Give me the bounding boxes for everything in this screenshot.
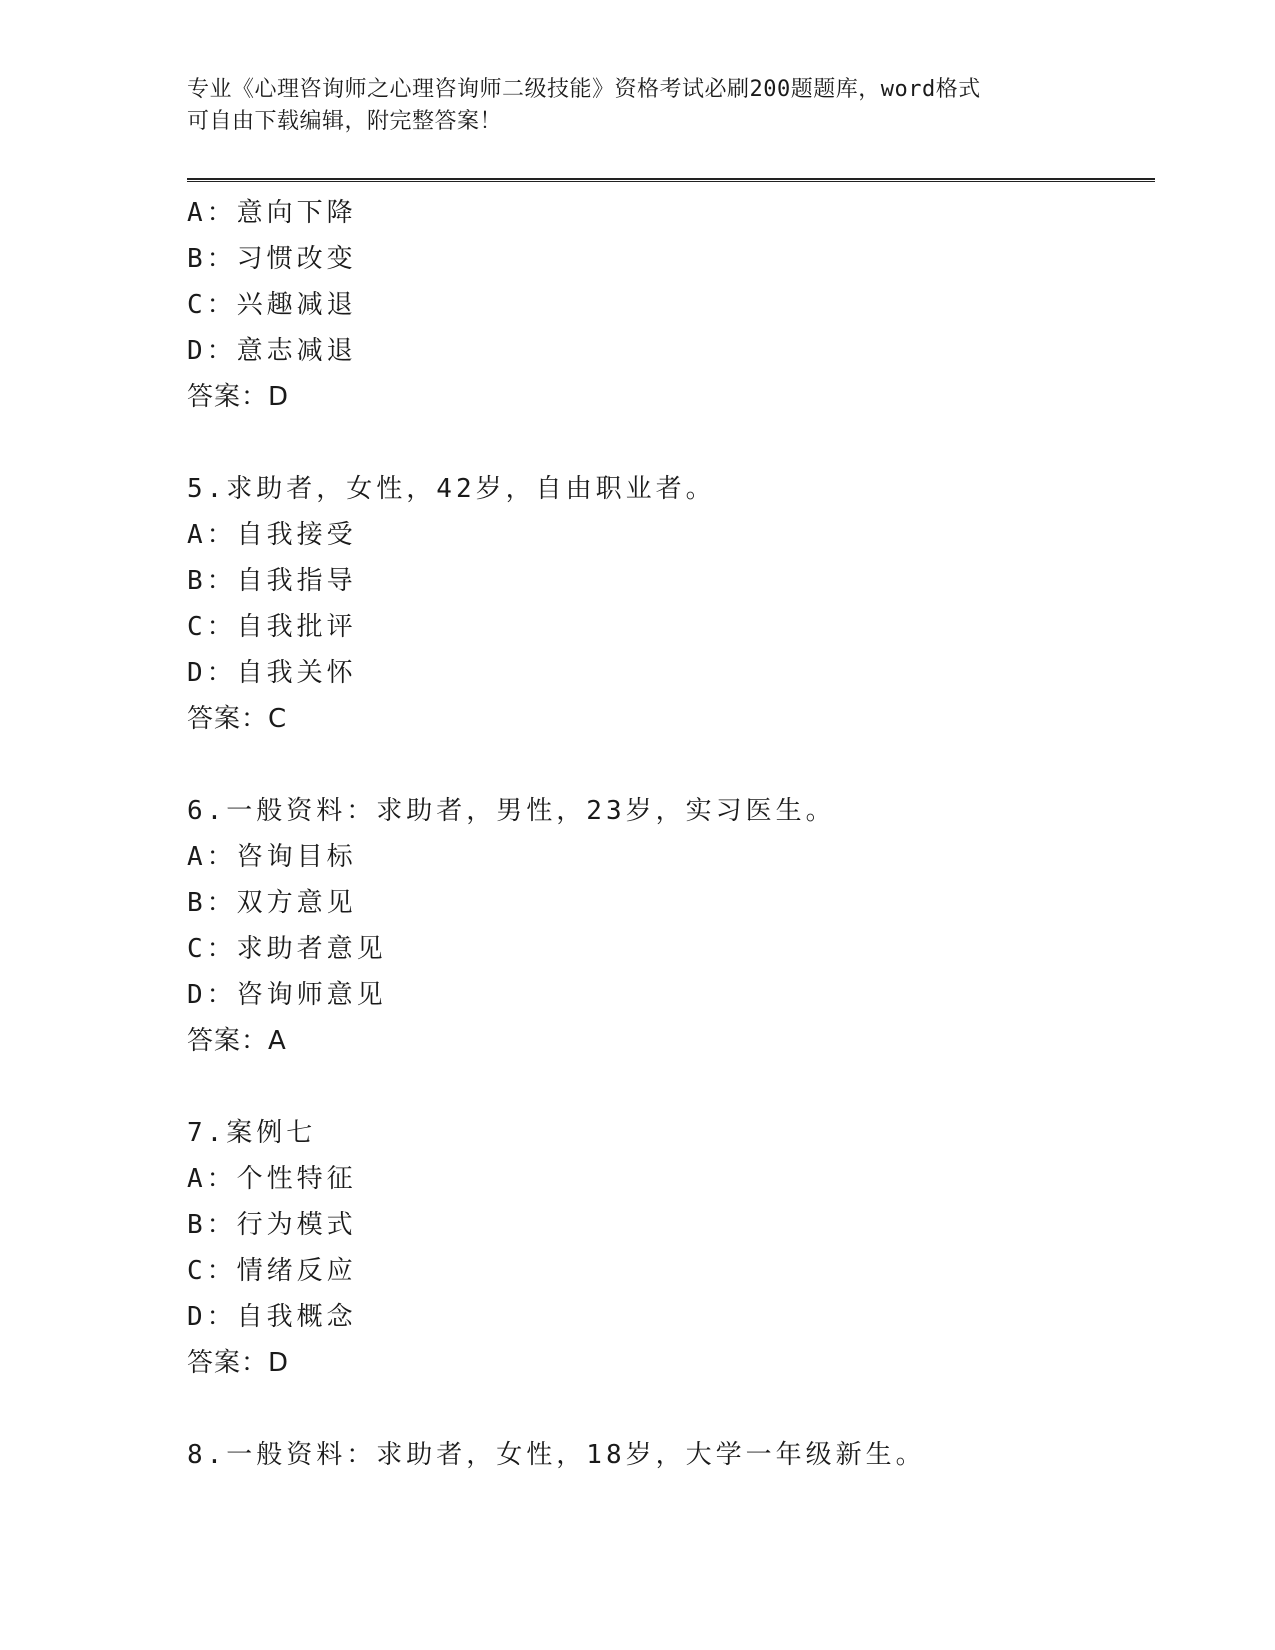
- question-block: [187, 1432, 1147, 1478]
- option-a: A：个性特征: [187, 1164, 357, 1194]
- option-b: B：双方意见: [187, 888, 357, 918]
- question-list: [187, 190, 1147, 1478]
- option-d: D：自我概念: [187, 1302, 357, 1332]
- option-c: C：自我批评: [187, 612, 357, 642]
- question-stem: 7.案例七: [187, 1118, 317, 1148]
- question-stem: 8.一般资料：求助者，女性，18岁，大学一年级新生。: [187, 1440, 926, 1470]
- answer-line: 答案：D: [187, 1348, 290, 1378]
- option-c: C：求助者意见: [187, 934, 387, 964]
- question-block: [187, 190, 1147, 420]
- option-c: C：兴趣减退: [187, 290, 357, 320]
- answer-line: 答案：A: [187, 1026, 287, 1056]
- answer-line: 答案：D: [187, 382, 290, 412]
- question-block: [187, 1110, 1147, 1386]
- question-stem: 5.求助者，女性，42岁，自由职业者。: [187, 474, 716, 504]
- question-block: [187, 466, 1147, 742]
- header-line-2: 可自由下载编辑，附完整答案！: [187, 109, 503, 134]
- question-block: [187, 788, 1147, 1064]
- option-b: B：自我指导: [187, 566, 357, 596]
- option-d: D：自我关怀: [187, 658, 357, 688]
- question-stem: 6.一般资料：求助者，男性，23岁，实习医生。: [187, 796, 836, 826]
- option-c: C：情绪反应: [187, 1256, 357, 1286]
- option-b: B：行为模式: [187, 1210, 357, 1240]
- document-header: [187, 74, 1087, 138]
- header-divider: [187, 178, 1155, 182]
- answer-line: 答案：C: [187, 704, 288, 734]
- option-a: A：自我接受: [187, 520, 357, 550]
- option-a: A：咨询目标: [187, 842, 357, 872]
- header-line-1: 专业《心理咨询师之心理咨询师二级技能》资格考试必刷200题题库，word格式: [187, 77, 981, 102]
- option-d: D：咨询师意见: [187, 980, 387, 1010]
- option-b: B：习惯改变: [187, 244, 357, 274]
- option-d: D：意志减退: [187, 336, 357, 366]
- option-a: A：意向下降: [187, 198, 357, 228]
